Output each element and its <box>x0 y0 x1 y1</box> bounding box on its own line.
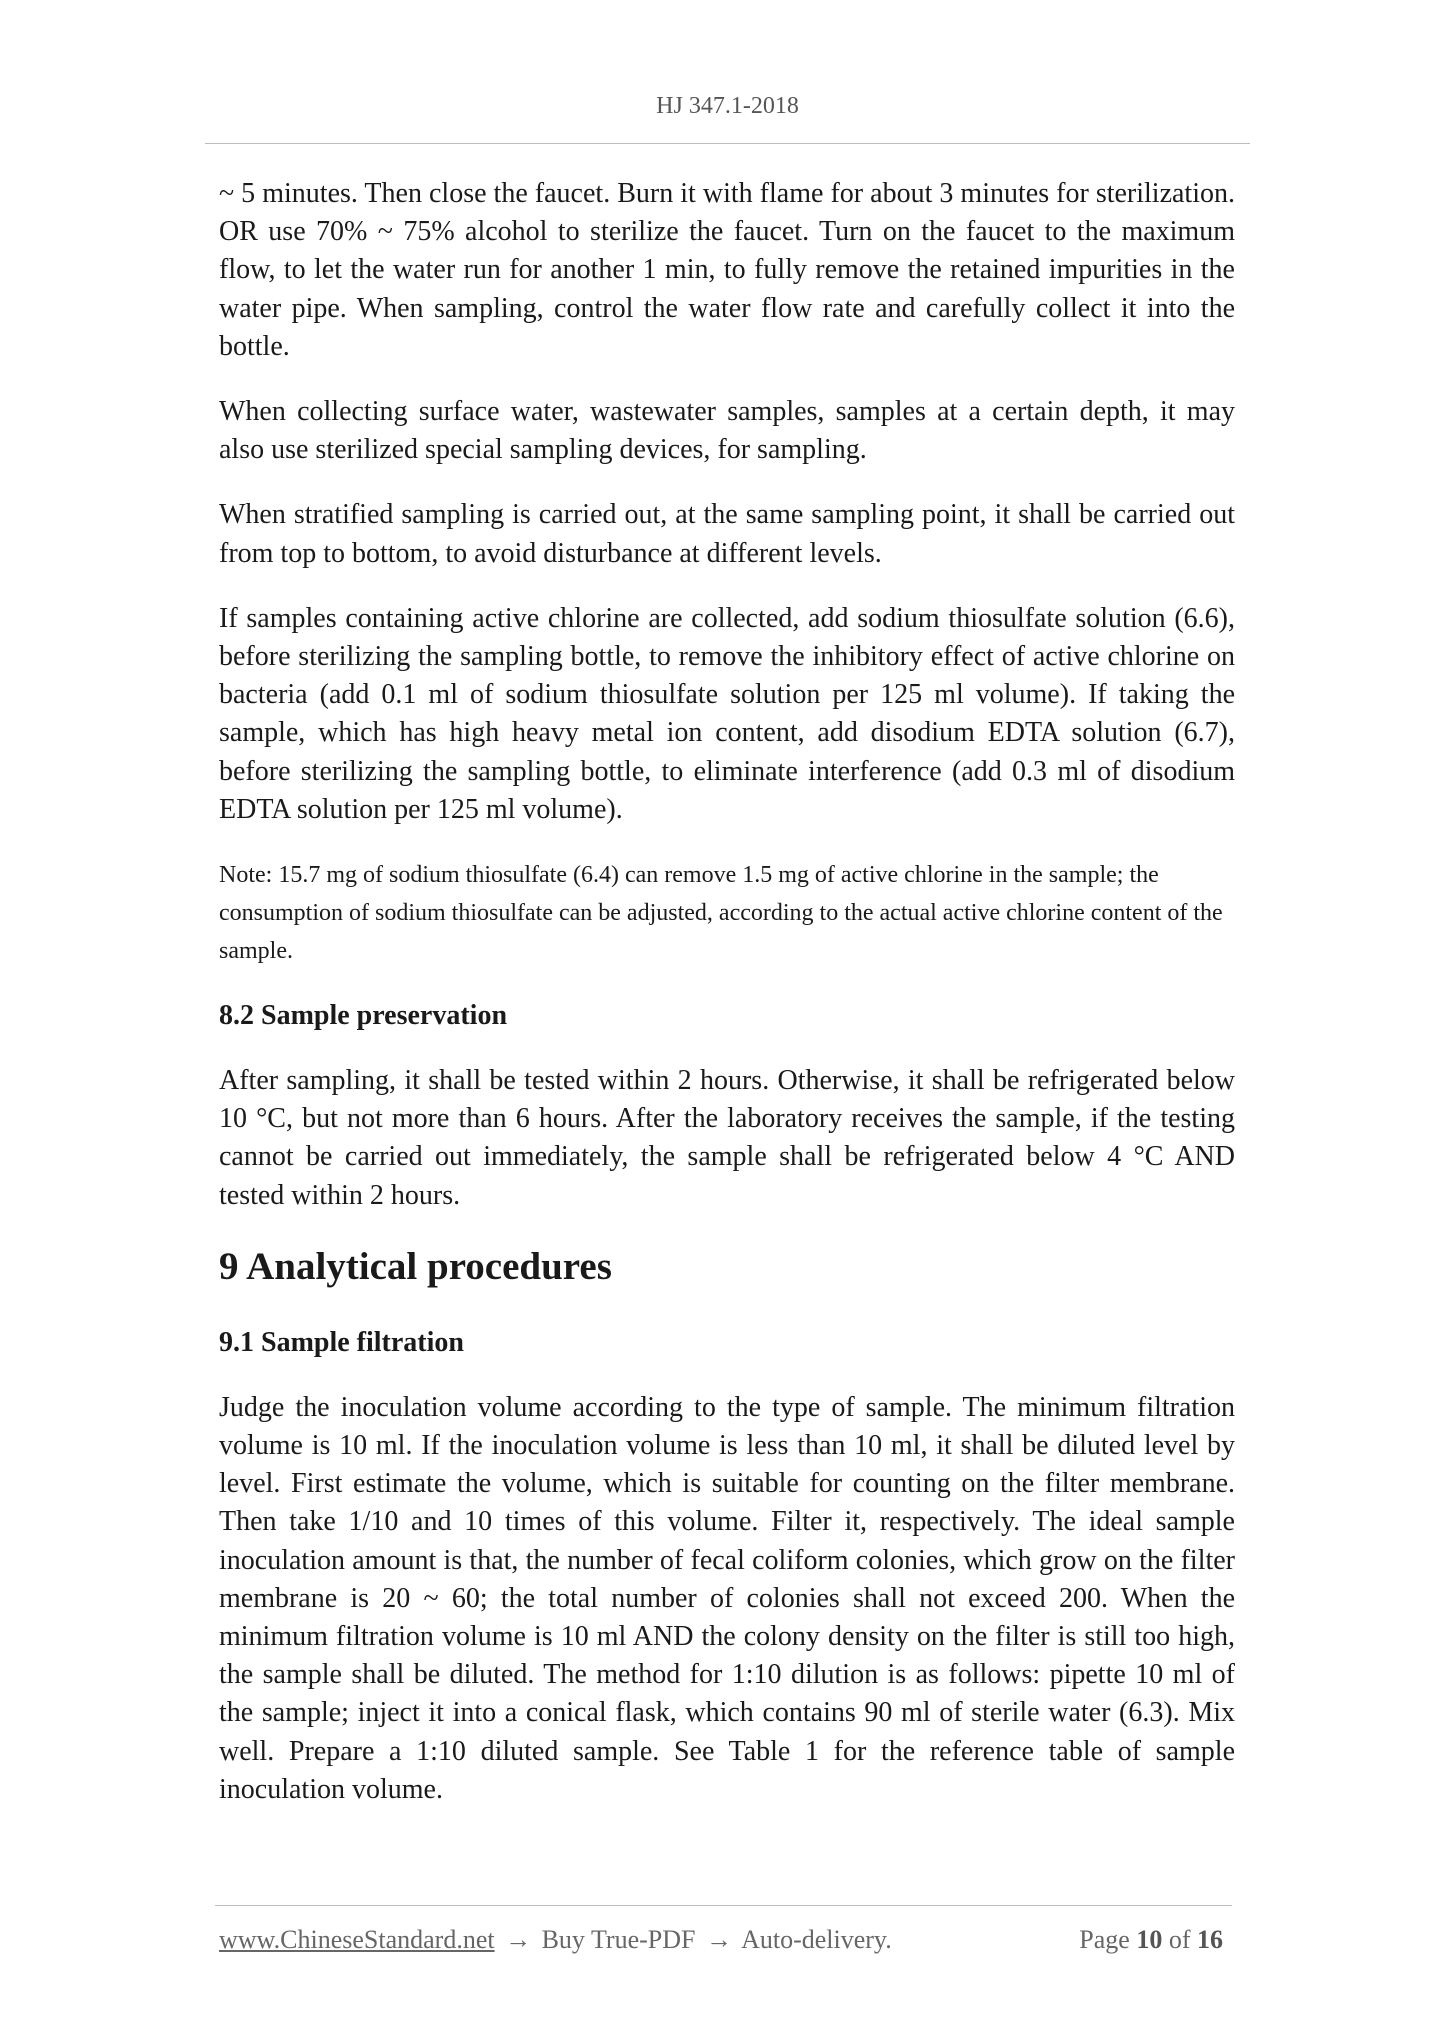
header-divider <box>205 143 1250 144</box>
paragraph-stratified-sampling: When stratified sampling is carried out, at the same sampling point, it shall be carried out from top to bottom, to avoid disturbance at different levels. <box>219 499 1235 569</box>
subsection-heading-9-1: 9.1 Sample filtration <box>219 1326 464 1358</box>
subsection-heading-8-2: 8.2 Sample preservation <box>219 1000 508 1032</box>
document-code-header: HJ 347.1-2018 <box>656 93 799 119</box>
section-heading-9: 9 Analytical procedures <box>219 1244 612 1288</box>
paragraph-active-chlorine: If samples containing active chlorine are collected, add sodium thiosulfate solution (6.6), before sterilizing the sampling bottle, to remove the inhibitory effect of active chlorine on bacteria (add 0.1 ml of sodium thiosulfate solution per 125 ml volume). If taking the sample, which has high heavy metal ion content, add disodium EDTA solution (6.7), before sterilizing the sampling bottle, to eliminate interference (add 0.3 ml of disodium EDTA solution per 125 ml volume). <box>219 602 1235 825</box>
paragraph-faucet-sterilization: ~ 5 minutes. Then close the faucet. Burn it with flame for about 3 minutes for sterilization. OR use 70% ~ 75% alcohol to sterilize the faucet. Turn on the faucet to the maximum flow, to let the water run for another 1 min, to fully remove the retained impurities in the water pipe. When sampling, control the water flow rate and carefully collect it into the bottle. <box>219 178 1235 362</box>
auto-delivery-text: Auto-delivery. <box>741 1925 892 1954</box>
footer-promo <box>219 1925 892 1955</box>
paragraph-surface-water-sampling: When collecting surface water, wastewater samples, samples at a certain depth, it may also use sterilized special sampling devices, for sampling. <box>219 396 1235 466</box>
paragraph-sample-filtration: Judge the inoculation volume according to the type of sample. The minimum filtration volume is 10 ml. If the inoculation volume is less than 10 ml, it shall be diluted level by level. First estimate the volume, which is suitable for counting on the filter membrane. Then take 1/10 and 10 times of this volume. Filter it, respectively. The ideal sample inoculation amount is that, the number of fecal coliform colonies, which grow on the filter membrane is 20 ~ 60; the total number of colonies shall not exceed 200. When the minimum filtration volume is 10 ml AND the colony density on the filter is still too high, the sample shall be diluted. The method for 1:10 dilution is as follows: pipette 10 ml of the sample; inject it into a conical flask, which contains 90 ml of sterile water (6.3). Mix well. Prepare a 1:10 diluted sample. See Table 1 for the reference table of sample inoculation volume. <box>219 1391 1235 1805</box>
page-label: Page <box>1079 1925 1130 1954</box>
buy-true-pdf-text: Buy True-PDF <box>541 1925 696 1954</box>
page-number: 10 <box>1136 1925 1163 1954</box>
of-label: of <box>1168 1925 1191 1954</box>
paragraph-sample-preservation: After sampling, it shall be tested within 2 hours. Otherwise, it shall be refrigerated below 10 °C, but not more than 6 hours. After the laboratory receives the sample, if the testing cannot be carried out immediately, the sample shall be refrigerated below 4 °C AND tested within 2 hours. <box>219 1065 1235 1211</box>
site-link[interactable]: www.ChineseStandard.net <box>219 1925 495 1954</box>
footer-divider <box>215 1905 1232 1906</box>
arrow-right-icon: → <box>505 1925 532 1954</box>
page-content <box>219 175 1235 1836</box>
note-sodium-thiosulfate: Note: 15.7 mg of sodium thiosulfate (6.4) can remove 1.5 mg of active chlorine in the sample; the consumption of sodium thiosulfate can be adjusted, according to the actual active chlorine content of the sample. <box>219 862 1223 965</box>
total-pages: 16 <box>1197 1925 1223 1954</box>
page-indicator <box>1079 1925 1223 1955</box>
arrow-right-icon: → <box>706 1925 732 1954</box>
